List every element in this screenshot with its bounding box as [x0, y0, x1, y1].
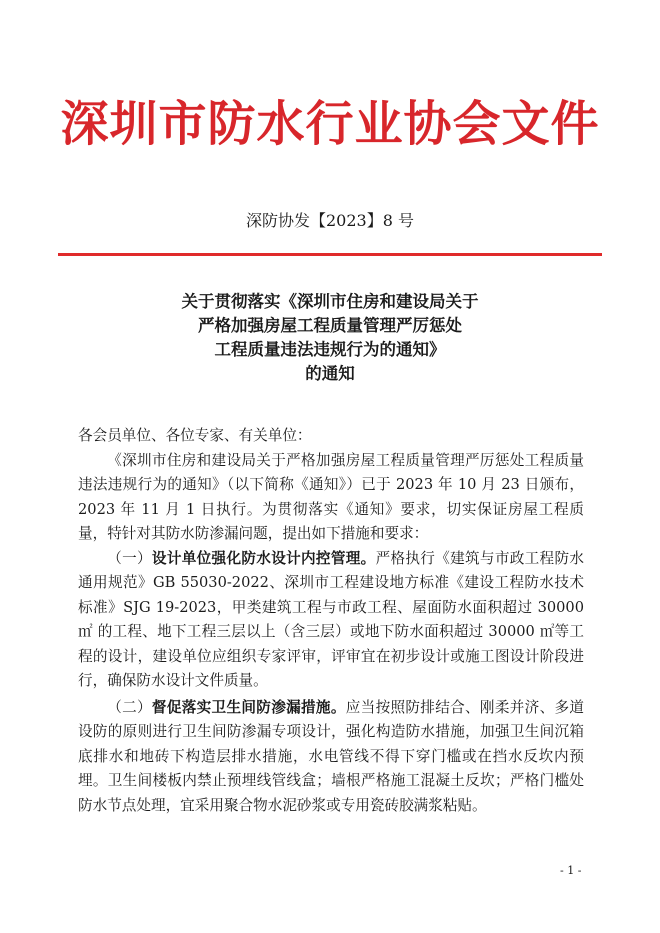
- item-1-number: （一）: [107, 549, 152, 567]
- item-1-lead: 设计单位强化防水设计内控管理。: [151, 549, 376, 567]
- red-divider-line: [58, 253, 602, 256]
- item-2-text: 应当按照防排结合、刚柔并济、多道设防的原则进行卫生间防渗漏专项设计，强化构造防水措施，加强卫生间沉箱底排水和地砖下构造层排水措施，水电管线不得下穿门槛或在挡水反坎内预埋。卫生间楼板内禁止预埋线管线盒；墙根严格施工混凝土反坎；严格门槛处防水节点处理，宜采用聚合物水泥砂浆或专用瓷砖胶满浆粘贴。: [78, 698, 584, 814]
- item-2-number: （二）: [107, 698, 152, 716]
- title-line-1: 关于贯彻落实《深圳市住房和建设局关于: [181, 292, 479, 311]
- title-line-4: 的通知: [305, 364, 355, 383]
- title-line-3: 工程质量违法违规行为的通知》: [214, 340, 446, 359]
- intro-paragraph: 《深圳市住房和建设局关于严格加强房屋工程质量管理严厉惩处工程质量违法违规行为的通知》（以下简称《通知》）已于 2023 年 10 月 23 日颁布，2023 年 11 月 1 日执行。为贯彻落实《通知》要求，切实保证房屋工程质量，特针对其防水防渗漏问题，提出如下措施和要求：: [78, 451, 584, 542]
- salutation: 各会员单位、各位专家、有关单位：: [78, 427, 312, 444]
- document-number: 深防协发【2023】8 号: [246, 211, 414, 230]
- item-2-paragraph: [78, 696, 584, 819]
- page-number: - 1 -: [560, 864, 582, 877]
- notice-title: [0, 290, 660, 386]
- item-1-text: 严格执行《建筑与市政工程防水通用规范》GB 55030-2022、深圳市工程建设地方标准《建设工程防水技术标准》SJG 19-2023，甲类建筑工程与市政工程、屋面防水面积超过 30000 ㎡ 的工程、地下工程三层以上（含三层）或地下防水面积超过 30000 ㎡等工程的设计，建设单位应组织专家评审，评审宜在初步设计或施工图设计阶段进行，确保防水设计文件质量。: [78, 549, 584, 689]
- document-masthead: 深圳市防水行业协会文件: [60, 96, 600, 152]
- item-2-lead: 督促落实卫生间防渗漏措施。: [151, 698, 346, 716]
- item-1-paragraph: [78, 547, 584, 694]
- title-line-2: 严格加强房屋工程质量管理严厉惩处: [198, 316, 462, 335]
- document-body: [78, 424, 584, 818]
